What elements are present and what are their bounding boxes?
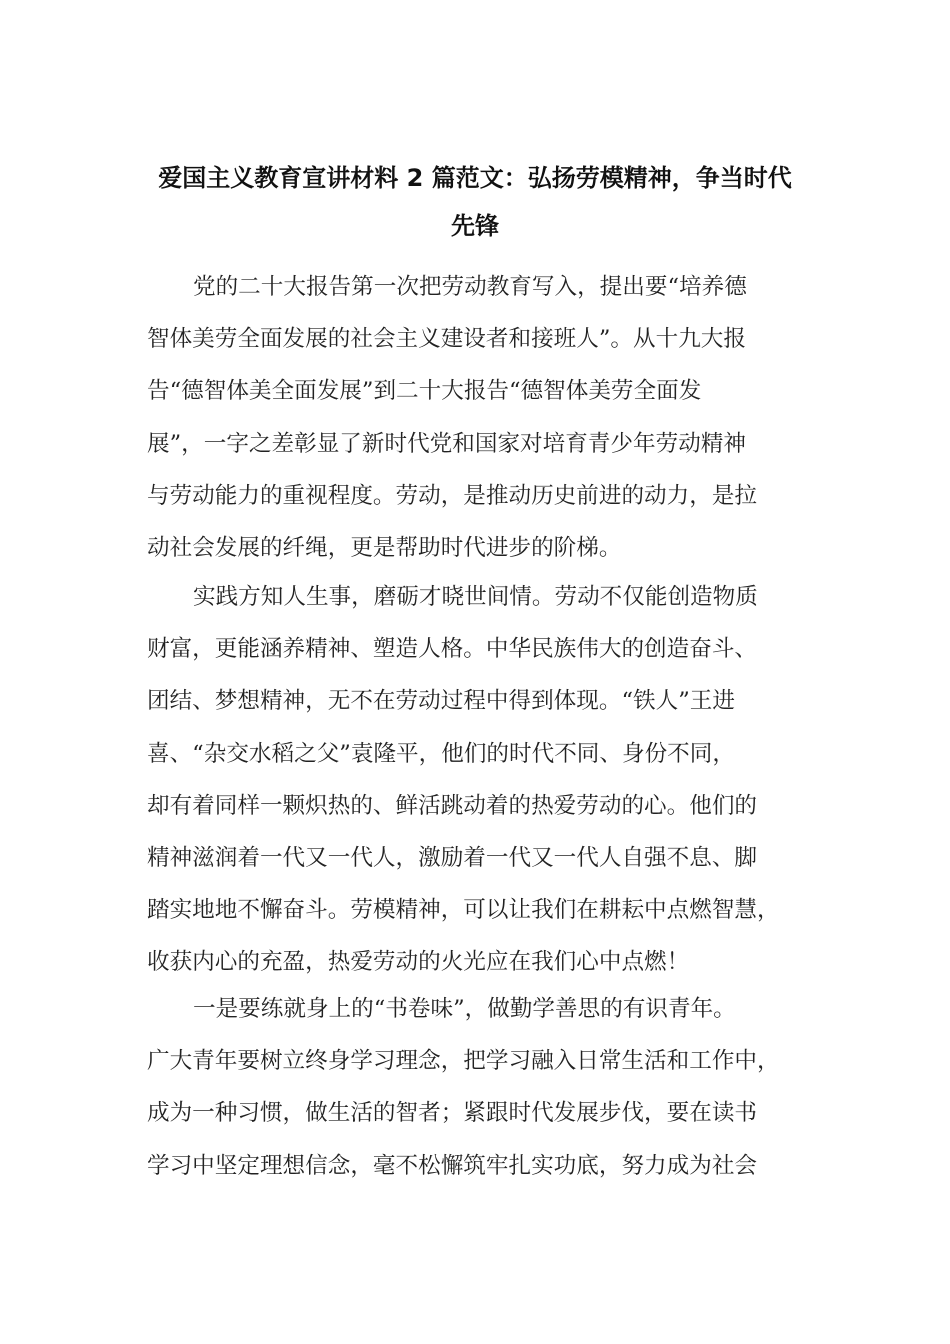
paragraph-line: 成为一种习惯，做生活的智者；紧跟时代发展步伐，要在读书 — [147, 1100, 758, 1127]
document-title-line-1: 爱国主义教育宣讲材料 2 篇范文：弘扬劳模精神，争当时代 — [158, 164, 792, 192]
paragraph-line: 团结、梦想精神，无不在劳动过程中得到体现。“铁人”王进 — [147, 688, 735, 715]
paragraph-1 — [147, 261, 807, 574]
paragraph-line: 告“德智体美全面发展”到二十大报告“德智体美劳全面发 — [147, 378, 702, 405]
paragraph-line: 收获内心的充盈，热爱劳动的火光应在我们心中点燃！ — [147, 949, 690, 976]
paragraph-line: 与劳动能力的重视程度。劳动，是推动历史前进的动力，是拉 — [147, 482, 758, 509]
paragraph-line: 展”，一字之差彰显了新时代党和国家对培育青少年劳动精神 — [147, 430, 746, 457]
paragraph-line: 喜、“杂交水稻之父”袁隆平，他们的时代不同、身份不同， — [147, 740, 735, 767]
paragraph-line: 实践方知人生事，磨砺才晓世间情。劳动不仅能创造物质 — [193, 584, 758, 610]
paragraph-line: 动社会发展的纤绳，更是帮助时代进步的阶梯。 — [147, 534, 622, 561]
paragraph-line: 财富，更能涵养精神、塑造人格。中华民族伟大的创造奋斗、 — [147, 636, 758, 663]
paragraph-line: 学习中坚定理想信念，毫不松懈筑牢扎实功底，努力成为社会 — [147, 1152, 758, 1179]
paragraph-line: 一是要练就身上的“书卷味”，做勤学善思的有识青年。 — [193, 996, 736, 1022]
paragraph-line: 精神滋润着一代又一代人，激励着一代又一代人自强不息、脚 — [147, 844, 758, 871]
paragraph-line: 广大青年要树立终身学习理念，把学习融入日常生活和工作中， — [147, 1048, 780, 1075]
paragraph-2 — [147, 571, 807, 989]
paragraph-line: 党的二十大报告第一次把劳动教育写入，提出要“培养德 — [193, 274, 747, 300]
paragraph-line: 踏实地地不懈奋斗。劳模精神，可以让我们在耕耘中点燃智慧， — [147, 897, 780, 924]
paragraph-line: 智体美劳全面发展的社会主义建设者和接班人”。从十九大报 — [147, 326, 746, 353]
paragraph-line: 却有着同样一颗炽热的、鲜活跳动着的热爱劳动的心。他们的 — [147, 792, 758, 819]
paragraph-3 — [147, 983, 807, 1192]
document-title-line-2: 先锋 — [451, 212, 499, 240]
